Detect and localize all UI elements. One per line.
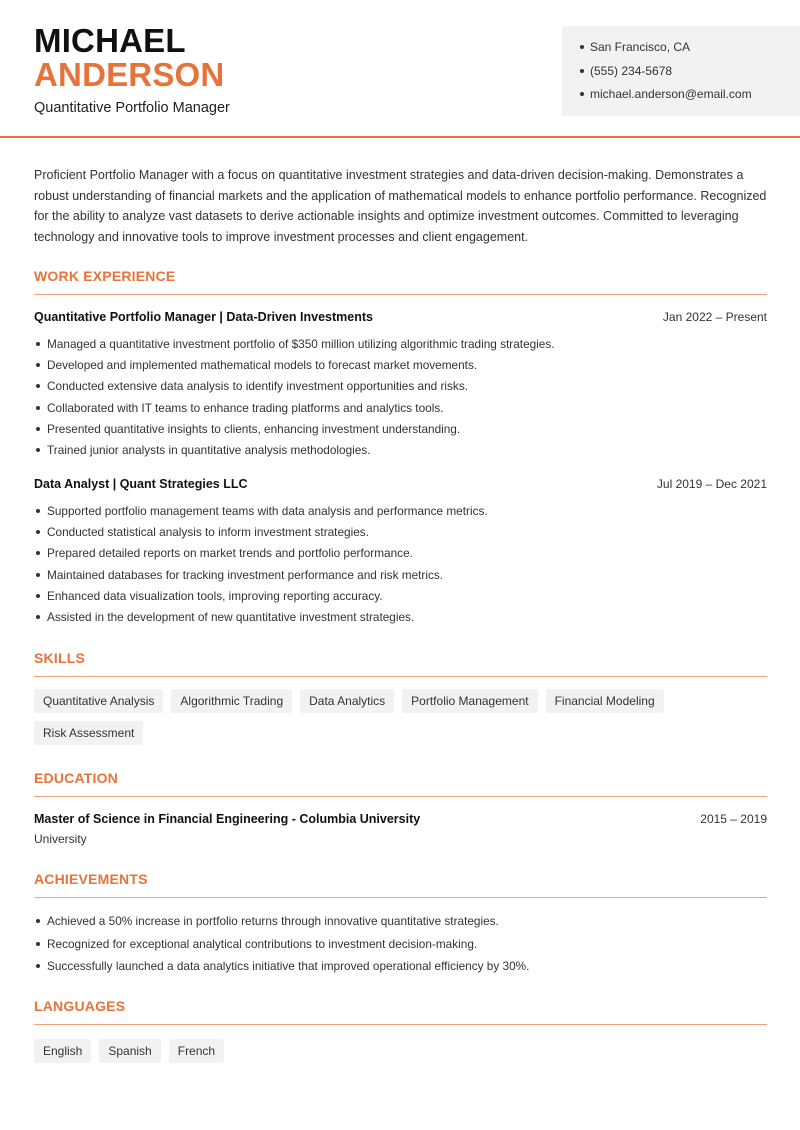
job-title: Quantitative Portfolio Manager: [34, 100, 230, 116]
list-item: Trained junior analysts in quantitative analysis methodologies.: [34, 442, 767, 463]
section-title-education: EDUCATION: [34, 770, 118, 786]
language-chip: French: [169, 1039, 224, 1063]
contact-box: [562, 26, 800, 116]
contact-phone: (555) 234-5678: [580, 63, 800, 87]
list-item: Conducted extensive data analysis to identify investment opportunities and risks.: [34, 378, 767, 399]
skill-chip: Algorithmic Trading: [171, 689, 292, 713]
skill-chip: Data Analytics: [300, 689, 394, 713]
list-item: Assisted in the development of new quantitative investment strategies.: [34, 609, 767, 630]
job-bullets: [34, 336, 767, 463]
skills-list: [34, 689, 767, 745]
resume-header: [0, 0, 800, 138]
list-item: Managed a quantitative investment portfolio of $350 million utilizing algorithmic trading strategies.: [34, 336, 767, 357]
section-title-skills: SKILLS: [34, 650, 85, 666]
contact-location: San Francisco, CA: [580, 39, 800, 63]
skill-chip: Quantitative Analysis: [34, 689, 163, 713]
job-role: Quantitative Portfolio Manager | Data-Driven Investments: [34, 310, 373, 324]
list-item: Maintained databases for tracking investment performance and risk metrics.: [34, 567, 767, 588]
list-item: Successfully launched a data analytics initiative that improved operational efficiency by 30%.: [34, 958, 767, 981]
last-name: ANDERSON: [34, 56, 225, 93]
section-title-languages: LANGUAGES: [34, 998, 126, 1014]
skill-chip: Risk Assessment: [34, 721, 143, 745]
skill-chip: Portfolio Management: [402, 689, 537, 713]
section-title-achievements: ACHIEVEMENTS: [34, 871, 148, 887]
skill-chip: Financial Modeling: [546, 689, 664, 713]
list-item: Presented quantitative insights to clients, enhancing investment understanding.: [34, 421, 767, 442]
language-chip: Spanish: [99, 1039, 160, 1063]
languages-list: [34, 1039, 767, 1063]
job-dates: Jan 2022 – Present: [662, 310, 767, 324]
list-item: Enhanced data visualization tools, improving reporting accuracy.: [34, 588, 767, 609]
degree: Master of Science in Financial Engineering - Columbia University: [34, 812, 421, 826]
education-header: [34, 812, 767, 826]
summary-paragraph: Proficient Portfolio Manager with a focus on quantitative investment strategies and data-driven decision-making. Demonstrates a robust understanding of financial markets and the application of mathematical models to enhance portfolio performance. Recognized for the ability to analyze vast datasets to derive actionable insights and optimize investment outcomes. Committed to leveraging technology and innovative tools to improve investment processes and client engagement.: [34, 168, 767, 244]
list-item: Conducted statistical analysis to inform investment strategies.: [34, 524, 767, 545]
language-chip: English: [34, 1039, 91, 1063]
section-divider: [34, 1024, 767, 1025]
section-divider: [34, 294, 767, 295]
list-item: Achieved a 50% increase in portfolio returns through innovative quantitative strategies.: [34, 913, 767, 936]
institution: University: [34, 832, 87, 846]
job-role: Data Analyst | Quant Strategies LLC: [34, 477, 248, 491]
section-divider: [34, 796, 767, 797]
list-item: Prepared detailed reports on market trends and portfolio performance.: [34, 545, 767, 566]
list-item: Collaborated with IT teams to enhance trading platforms and analytics tools.: [34, 400, 767, 421]
contact-email[interactable]: michael.anderson@email.com: [580, 86, 800, 110]
section-title-work: WORK EXPERIENCE: [34, 268, 176, 284]
job-bullets: [34, 503, 767, 630]
job-header: [34, 310, 767, 324]
job-dates: Jul 2019 – Dec 2021: [656, 477, 767, 491]
section-divider: [34, 676, 767, 677]
list-item: Recognized for exceptional analytical contributions to investment decision-making.: [34, 936, 767, 959]
job-header: [34, 477, 767, 491]
list-item: Developed and implemented mathematical models to forecast market movements.: [34, 357, 767, 378]
section-divider: [34, 897, 767, 898]
first-name: MICHAEL: [34, 22, 186, 59]
list-item: Supported portfolio management teams with data analysis and performance metrics.: [34, 503, 767, 524]
achievements-list: [34, 913, 767, 981]
education-dates: 2015 – 2019: [700, 812, 767, 826]
